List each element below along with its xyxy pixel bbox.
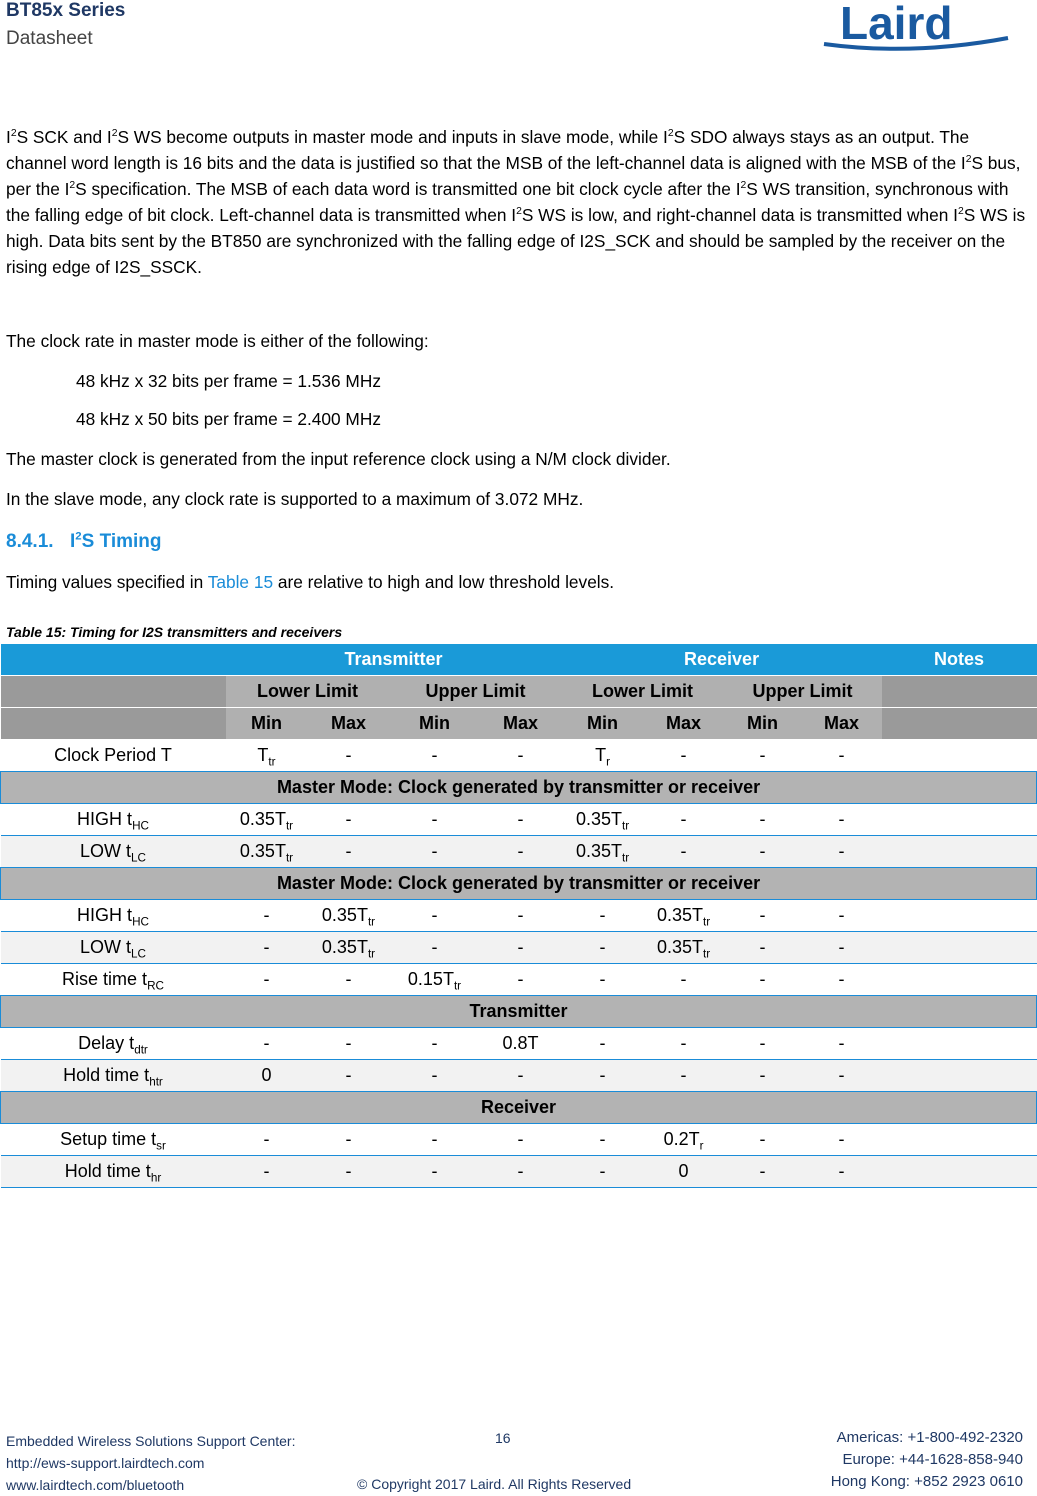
header-row-1	[1, 644, 1037, 676]
cell: -	[308, 1060, 390, 1092]
cell: -	[644, 836, 724, 868]
cell: -	[724, 1028, 802, 1060]
row-label: Setup time $t_{sr}$	[1, 1124, 226, 1156]
section-title: $I^2S$ Timing	[70, 530, 162, 552]
cell: $0.35T_{tr}$	[562, 836, 644, 868]
cell: -	[226, 1028, 308, 1060]
cell	[882, 932, 1037, 964]
cell: -	[480, 1156, 562, 1188]
row-label: Hold time $t_{htr}$	[1, 1060, 226, 1092]
section-row	[1, 1092, 1037, 1124]
europe-phone: Europe: +44-1628-858-940	[842, 1451, 1023, 1468]
header-receiver: Receiver	[562, 644, 882, 676]
timing-intro	[6, 572, 614, 593]
header-row-3	[1, 708, 1037, 740]
logo-text: Laird	[840, 0, 953, 49]
cell	[882, 900, 1037, 932]
section-label: Transmitter	[1, 996, 1037, 1028]
header-row-2	[1, 676, 1037, 708]
cell: -	[562, 900, 644, 932]
header-transmitter: Transmitter	[226, 644, 562, 676]
timing-table	[0, 644, 1037, 1188]
cell: -	[390, 804, 480, 836]
row-label: HIGH $t_{HC}$	[1, 804, 226, 836]
document-series: BT85x Series	[6, 0, 126, 21]
section-label: Receiver	[1, 1092, 1037, 1124]
row-label: Hold time $t_{hr}$	[1, 1156, 226, 1188]
cell: -	[226, 900, 308, 932]
cell: -	[802, 1028, 882, 1060]
cell: $0.35T_{tr}$	[562, 804, 644, 836]
formula-1: 48 kHz x 32 bits per frame = 1.536 MHz	[76, 371, 381, 391]
cell: -	[724, 836, 802, 868]
table-row	[1, 900, 1037, 932]
cell: -	[226, 964, 308, 996]
cell: -	[480, 1124, 562, 1156]
cell: -	[480, 1060, 562, 1092]
header-upper-limit: Upper Limit	[724, 676, 882, 708]
copyright: © Copyright 2017 Laird. All Rights Reserved	[357, 1476, 632, 1492]
cell: -	[724, 804, 802, 836]
cell: -	[802, 836, 882, 868]
cell: -	[724, 1060, 802, 1092]
timing-intro-pre: Timing values specified in	[6, 572, 208, 592]
header-blank	[882, 708, 1037, 740]
header-min: Min	[562, 708, 644, 740]
formula-2: 48 kHz x 50 bits per frame = 2.400 MHz	[76, 409, 381, 429]
table-row	[1, 1156, 1037, 1188]
cell: -	[562, 932, 644, 964]
cell: -	[308, 964, 390, 996]
cell: -	[308, 836, 390, 868]
section-label: Master Mode: Clock generated by transmitter or receiver	[1, 868, 1037, 900]
cell: -	[226, 1124, 308, 1156]
hongkong-phone: Hong Kong: +852 2923 0610	[830, 1473, 1023, 1490]
cell: -	[308, 804, 390, 836]
table-row	[1, 1124, 1037, 1156]
cell: $0.35T_{tr}$	[644, 932, 724, 964]
table-row	[1, 804, 1037, 836]
cell: -	[390, 900, 480, 932]
cell: -	[644, 740, 724, 772]
header-blank	[1, 644, 226, 676]
cell: -	[480, 900, 562, 932]
cell: $T_r$	[562, 740, 644, 772]
cell: $0.35T_{tr}$	[226, 804, 308, 836]
footer-contacts	[831, 1427, 1023, 1493]
section-number: 8.4.1.	[6, 531, 54, 552]
table-row	[1, 1060, 1037, 1092]
table-row	[1, 1028, 1037, 1060]
cell: -	[724, 740, 802, 772]
cell	[882, 964, 1037, 996]
cell: $0.35T_{tr}$	[226, 836, 308, 868]
row-label: Rise time $t_{RC}$	[1, 964, 226, 996]
cell: -	[802, 964, 882, 996]
header-lower-limit: Lower Limit	[562, 676, 724, 708]
cell: -	[562, 1156, 644, 1188]
cell	[882, 1124, 1037, 1156]
cell: -	[802, 804, 882, 836]
cell: -	[562, 1124, 644, 1156]
cell: -	[390, 740, 480, 772]
header-upper-limit: Upper Limit	[390, 676, 562, 708]
cell: -	[802, 1124, 882, 1156]
footer-left	[6, 1430, 295, 1496]
section-row	[1, 996, 1037, 1028]
cell: -	[562, 1060, 644, 1092]
header-min: Min	[724, 708, 802, 740]
header-max: Max	[644, 708, 724, 740]
cell: -	[802, 1060, 882, 1092]
cell: -	[802, 932, 882, 964]
cell: -	[480, 932, 562, 964]
cell	[882, 1028, 1037, 1060]
cell: -	[562, 1028, 644, 1060]
cell: -	[226, 932, 308, 964]
header-blank	[1, 708, 226, 740]
table-caption: Table 15: Timing for I2S transmitters and receivers	[6, 624, 343, 640]
section-label: Master Mode: Clock generated by transmitter or receiver	[1, 772, 1037, 804]
cell: -	[644, 1028, 724, 1060]
cell: -	[724, 900, 802, 932]
cell: -	[802, 740, 882, 772]
cell: $0.2T_r$	[644, 1124, 724, 1156]
cell	[882, 804, 1037, 836]
cell: -	[308, 1028, 390, 1060]
cell: -	[308, 1124, 390, 1156]
cell: -	[802, 1156, 882, 1188]
bluetooth-url[interactable]: www.lairdtech.com/bluetooth	[6, 1477, 185, 1493]
cell: -	[390, 1156, 480, 1188]
header-max: Max	[802, 708, 882, 740]
table-row	[1, 836, 1037, 868]
table-15-link[interactable]: Table 15	[207, 572, 274, 592]
cell: -	[644, 1060, 724, 1092]
support-center-label: Embedded Wireless Solutions Support Center:	[6, 1433, 296, 1449]
cell: -	[644, 804, 724, 836]
paragraph-i2s-description: $I^2S$ SCK and $I^2S$ WS become outputs in master mode and inputs in slave mode, while $I^2S$ SDO always stays as an output. The channel word length is 16 bits and the data is justified so that the MSB of the left-channel data is aligned with the MSB of the $I^2S$ bus, per the $I^2S$ specification. The MSB of each data word is transmitted one bit clock cycle after the $I^2S$ WS transition, synchronous with the falling edge of bit clock. Left-channel data is transmitted when $I^2S$ WS is low, and right-channel data is transmitted when $I^2S$ WS is high. Data bits sent by the BT850 are synchronized with the falling edge of I2S_SCK and should be sampled by the receiver on the rising edge of I2S_SSCK.	[6, 127, 1026, 277]
cell: -	[390, 1124, 480, 1156]
cell: -	[562, 964, 644, 996]
header-blank	[1, 676, 226, 708]
page-number: 16	[495, 1430, 511, 1446]
cell: -	[802, 900, 882, 932]
cell: $T_{tr}$	[226, 740, 308, 772]
cell: -	[480, 740, 562, 772]
section-row	[1, 868, 1037, 900]
cell: -	[724, 932, 802, 964]
row-label: LOW $t_{LC}$	[1, 932, 226, 964]
cell: -	[226, 1156, 308, 1188]
cell: -	[390, 932, 480, 964]
cell: -	[390, 1060, 480, 1092]
cell: -	[644, 964, 724, 996]
cell: -	[390, 1028, 480, 1060]
header-max: Max	[480, 708, 562, 740]
cell: 0.8T	[480, 1028, 562, 1060]
laird-logo	[822, 0, 1022, 52]
section-heading	[6, 531, 162, 553]
cell: -	[390, 836, 480, 868]
cell: -	[724, 964, 802, 996]
row-label: LOW $t_{LC}$	[1, 836, 226, 868]
cell	[882, 1156, 1037, 1188]
cell	[882, 1060, 1037, 1092]
support-url[interactable]: http://ews-support.lairdtech.com	[6, 1455, 205, 1471]
cell: 0	[644, 1156, 724, 1188]
document-type: Datasheet	[6, 28, 93, 49]
header-blank	[882, 676, 1037, 708]
americas-phone: Americas: +1-800-492-2320	[836, 1429, 1023, 1446]
cell: -	[480, 964, 562, 996]
cell: $0.35T_{tr}$	[308, 932, 390, 964]
cell: -	[480, 836, 562, 868]
section-row	[1, 772, 1037, 804]
cell: -	[724, 1124, 802, 1156]
row-label: Delay $t_{dtr}$	[1, 1028, 226, 1060]
header-notes: Notes	[882, 644, 1037, 676]
cell	[882, 740, 1037, 772]
header-lower-limit: Lower Limit	[226, 676, 390, 708]
master-clock-text: The master clock is generated from the input reference clock using a N/M clock divider.	[6, 449, 671, 469]
cell: 0	[226, 1060, 308, 1092]
timing-intro-post: are relative to high and low threshold levels.	[273, 572, 615, 592]
row-label: HIGH $t_{HC}$	[1, 900, 226, 932]
cell	[882, 836, 1037, 868]
header-min: Min	[390, 708, 480, 740]
cell: $0.35T_{tr}$	[308, 900, 390, 932]
table-row	[1, 932, 1037, 964]
cell: -	[724, 1156, 802, 1188]
row-label: Clock Period T	[1, 740, 226, 772]
table-row	[1, 740, 1037, 772]
slave-mode-text: In the slave mode, any clock rate is supported to a maximum of 3.072 MHz.	[6, 489, 584, 509]
header-max: Max	[308, 708, 390, 740]
cell: -	[308, 1156, 390, 1188]
cell: $0.15T_{tr}$	[390, 964, 480, 996]
cell: -	[480, 804, 562, 836]
header-min: Min	[226, 708, 308, 740]
table-row	[1, 964, 1037, 996]
cell: -	[308, 740, 390, 772]
cell: $0.35T_{tr}$	[644, 900, 724, 932]
clock-rate-intro: The clock rate in master mode is either of the following:	[6, 331, 429, 351]
